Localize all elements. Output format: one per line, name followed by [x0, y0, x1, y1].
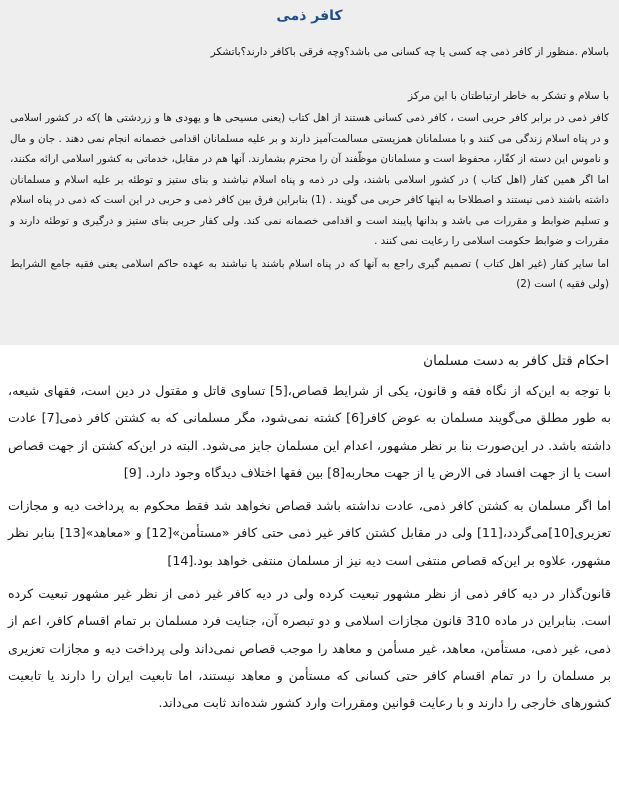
- answer-greeting: با سلام و تشکر به خاطر ارتباطتان با این مرکز: [408, 90, 609, 102]
- page-title: کافر ذمی: [276, 8, 343, 24]
- article-paragraph: اما اگر مسلمان به کشتن کافر ذمی، عادت نداشته باشد قصاص نخواهد شد فقط محکوم به پرداخت دیه و مجازات تعزیری[10]می‌گردد،[11] ولی در مقابل کشتن کافر غیر ذمی حتی کافر «مستأمن»[12] و «معاهد»[13] بنابر نظر مشهور، علاوه بر این‌که قصاص منتفی است دیه نیز از مسلمان منتفی خواهد بود.[14]: [8, 498, 611, 568]
- answer-text-continued: اما سایر کفار (غیر اهل کتاب ) تصمیم گیری راجع به آنها که در پناه اسلام باشند یا نباشند به عهده حاکم اسلامی یعنی فقیه جامع الشرایط (ولی فقیه ) است (2): [10, 257, 609, 290]
- qa-box: [0, 0, 619, 345]
- answer-text: کافر ذمی در برابر کافر حربی است ، کافر ذمی کسانی هستند از اهل کتاب (یعنی مسیحی ها و یهودی ها و زردشتی ها )که در کشور اسلامی و در پناه اسلام زندگی می کنند و با مسلمانان همزیستی مسالمت‌آمیز دارند و بر علیه مسلمانان اقدامی خصمانه انجام نمی دهند . جان و مال و ناموس این دسته از کفّار، محفوظ است و مسلمانان موظّفند آن را محترم بشمارند. آنها هم در مقابل، خدماتی به کشور اسلامی ارائه مکنند، اما اگر همین کفار (اهل کتاب ) در کشور اسلامی باشند، ولی در ذمه و پناه اسلام نباشند و بنای ستیز و توطئه بر علیه اسلام و مسلمانان داشته باشند ذمی نیستند و اصطلاحا به اینها کافر حربی می گویند . (1) بنابراین فرق بین کافر ذمی و حربی در این است که ذمی در پناه اسلام و تسلیم ضوابط و مقررات می باشد و بدانها پایبند است و اقدامی خصمانه نمی کند. ولی کفار حربی بنای ستیز و درگیری و توطئه دارند و مقررات و ضوابط حکومت اسلامی را رعایت نمی کنند .: [10, 112, 609, 247]
- article-section: [0, 345, 619, 800]
- section-heading: احکام قتل کافر به دست مسلمان: [423, 353, 609, 369]
- question-text: باسلام .منظور از کافر ذمی چه کسی یا چه کسانی می باشد؟وچه فرقی باکافر دارند؟باتشکر: [210, 46, 609, 58]
- article-paragraph: قانون‌گذار در دیه کافر ذمی از نظر مشهور تبعیت کرده ولی در دیه کافر غیر ذمی از نظر غیر مشهور تبعیت کرده است. بنابراین در ماده 310 قانون مجازات اسلامی و دو تبصره آن، جنایت فرد مسلمان بر تمام اقسام کافر، اعم از ذمی، غیر ذمی، مستأمن، معاهد، غیر مسأمن و معاهد را موجب قصاص نمی‌داند ولی پرداخت دیه و مجازات تعزیری بر مسلمان را در تمام اقسام کافر حتی کسانی که مستأمن و معاهد نیستند، اما تابعیت ایران را دارند یا تابعیت کشورهای خارجی را دارند و با رعایت قوانین ومقررات وارد کشور شده‌اند ثابت می‌داند.: [8, 586, 611, 711]
- article-paragraph: با توجه به این‌که از نگاه فقه و قانون، یکی از شرایط قصاص،[5] تساوی قاتل و مقتول در دین است، فقهای شیعه، به طور مطلق می‌گویند مسلمان به عوض کافر[6] کشته نمی‌شود، مگر مسلمانی که به کشتن کافر ذمی[7] عادت داشته باشد. در این‌صورت بنا بر نظر مشهور، اعدام این مسلمان جایز می‌شود. البته در این‌که کشتن از جهت قصاص است یا از جهت افساد فی الارض یا از جهت محاربه[8] بین فقها اختلاف دیدگاه وجود دارد. [9]: [8, 383, 611, 480]
